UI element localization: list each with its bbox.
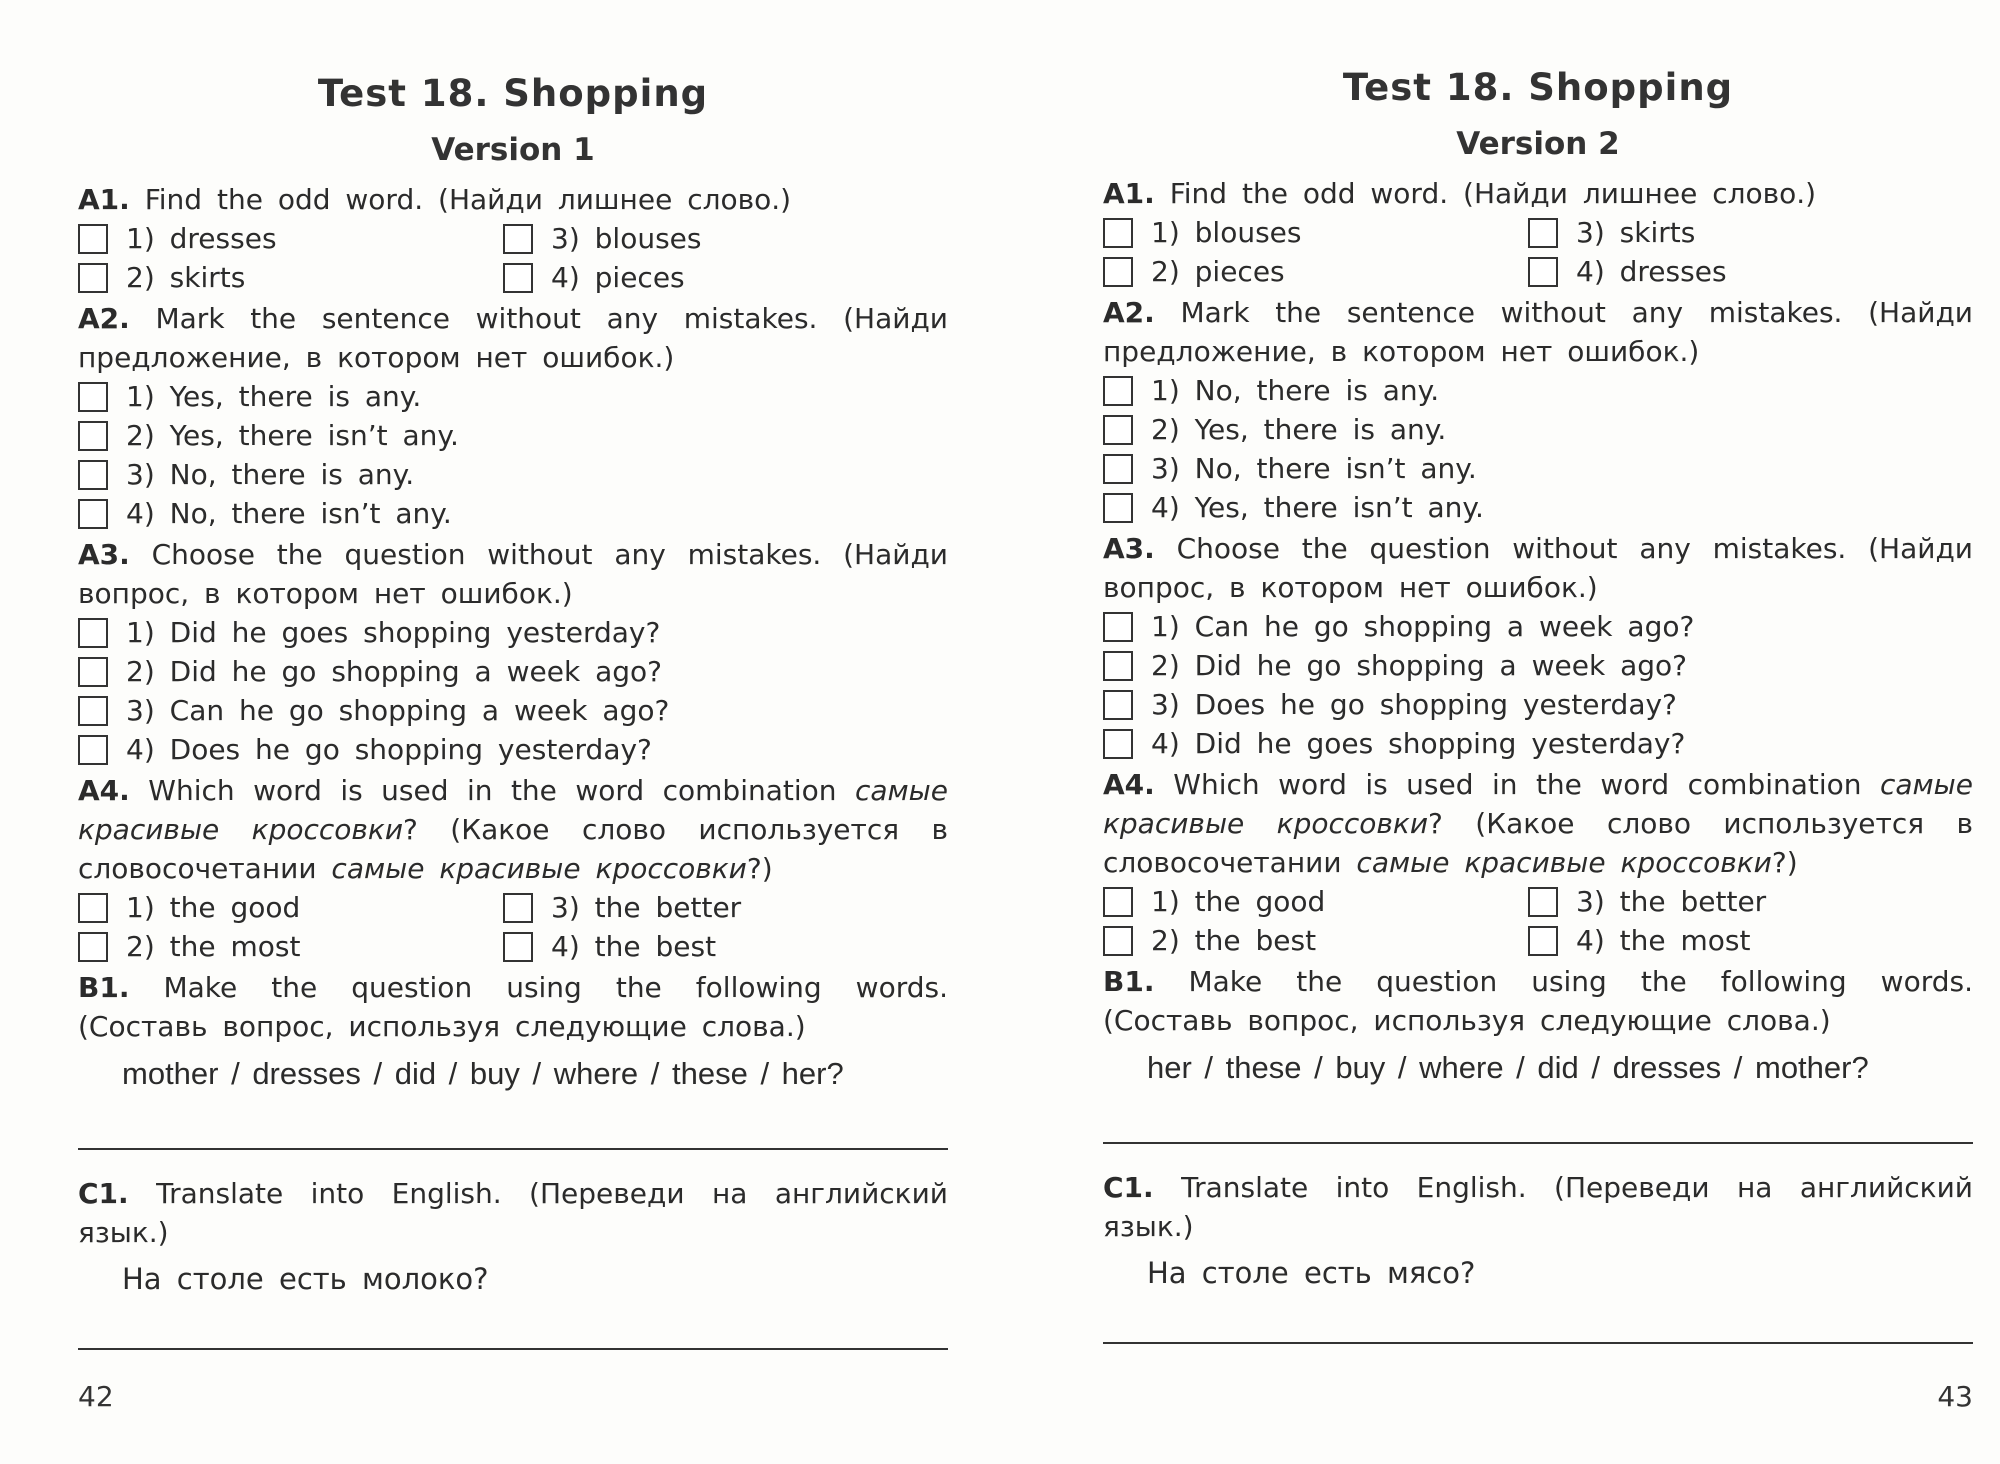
sentence-to-translate: На столе есть мясо? [1147,1256,1476,1290]
checkbox[interactable] [1103,376,1133,406]
checkbox[interactable] [1103,690,1133,720]
task-question: Make the question using the following words. (Составь вопрос, используя следующие слова.) [1103,965,1973,1037]
option [78,219,503,258]
task-question-italic: самые красивые кроссовки [331,852,747,885]
option [78,730,928,769]
option [1103,921,1528,960]
option [1103,646,1953,685]
options-grid [1103,882,1973,960]
word-list: mother / dresses / did / buy / where / these / her? [122,1056,844,1091]
option [78,613,928,652]
answer-line[interactable] [78,1148,948,1150]
option-label: 2) skirts [126,261,246,294]
task-question: Mark the sentence without any mistakes. (Найди предложение, в котором нет ошибок.) [78,302,948,374]
task-number: A2. [78,302,130,335]
option [1103,213,1528,252]
checkbox[interactable] [78,460,108,490]
sentence-to-translate: На столе есть молоко? [122,1262,489,1296]
task-a2 [1103,293,1973,527]
option [1103,449,1953,488]
option [78,377,928,416]
option [1528,882,1953,921]
checkbox[interactable] [1103,493,1133,523]
option-label: 4) Yes, there isn’t any. [1151,491,1484,524]
option-label: 3) Can he go shopping a week ago? [126,694,670,727]
checkbox[interactable] [78,657,108,687]
checkbox[interactable] [1528,887,1558,917]
checkbox[interactable] [1103,651,1133,681]
checkbox[interactable] [1528,257,1558,287]
task-number: A3. [78,538,130,571]
word-list: her / these / buy / where / did / dresses / mother? [1147,1050,1869,1085]
checkbox[interactable] [1103,612,1133,642]
option [78,652,928,691]
option-label: 3) blouses [551,222,702,255]
task-question: ? (Какое слово используется в словосочетании [78,813,948,885]
checkbox[interactable] [1528,218,1558,248]
option [503,888,928,927]
answer-line[interactable] [1103,1142,1973,1144]
task-question: Which word is used in the word combination [148,774,855,807]
option-label: 2) the best [1151,924,1317,957]
option [1103,488,1953,527]
task-question: ? (Какое слово используется в словосочетании [1103,807,1973,879]
task-a2 [78,299,948,533]
checkbox[interactable] [1103,729,1133,759]
option-label: 2) Did he go shopping a week ago? [126,655,662,688]
task-question: Choose the question without any mistakes. (Найди вопрос, в котором нет ошибок.) [1103,532,1973,604]
task-question-italic: самые красивые кроссовки [78,774,948,846]
option-label: 3) the better [551,891,742,924]
checkbox[interactable] [503,932,533,962]
task-question: Mark the sentence without any mistakes. (Найди предложение, в котором нет ошибок.) [1103,296,1973,368]
option [1103,607,1953,646]
option-label: 4) Did he goes shopping yesterday? [1151,727,1686,760]
option [78,258,503,297]
task-number: A1. [1103,177,1155,210]
task-number: C1. [1103,1171,1154,1204]
option-label: 1) the good [1151,885,1326,918]
options-grid [78,888,948,966]
options-list [1103,607,1973,763]
checkbox[interactable] [78,224,108,254]
task-question-italic: самые красивые кроссовки [1103,768,1973,840]
task-number: B1. [78,971,130,1004]
option-label: 1) No, there is any. [1151,374,1440,407]
task-question: Choose the question without any mistakes. (Найди вопрос, в котором нет ошибок.) [78,538,948,610]
version-title: Version 2 [1456,126,1620,162]
task-a4 [1103,765,1973,960]
checkbox[interactable] [1528,926,1558,956]
options-list [78,613,948,769]
task-number: A3. [1103,532,1155,565]
checkbox[interactable] [78,263,108,293]
option-label: 1) Can he go shopping a week ago? [1151,610,1695,643]
task-question: Make the question using the following words. (Составь вопрос, используя следующие слова.) [78,971,948,1043]
options-grid [1103,213,1973,291]
test-title: Test 18. Shopping [1342,66,1734,109]
option-label: 4) pieces [551,261,685,294]
option-label: 2) pieces [1151,255,1285,288]
option [1103,882,1528,921]
option-label: 3) No, there isn’t any. [1151,452,1477,485]
task-question: Find the odd word. (Найди лишнее слово.) [1169,177,1817,210]
page-right [1103,0,1973,1464]
options-grid [78,219,948,297]
task-a4 [78,771,948,966]
checkbox[interactable] [503,224,533,254]
checkbox[interactable] [78,696,108,726]
option-label: 4) Does he go shopping yesterday? [126,733,652,766]
task-number: A2. [1103,296,1155,329]
task-question: Find the odd word. (Найди лишнее слово.) [144,183,792,216]
option-label: 4) the most [1576,924,1751,957]
option [1528,252,1953,291]
option [503,219,928,258]
task-number: A4. [78,774,130,807]
option-label: 3) the better [1576,885,1767,918]
option [78,494,928,533]
option-label: 3) skirts [1576,216,1696,249]
options-list [78,377,948,533]
option-label: 4) No, there isn’t any. [126,497,452,530]
option [1103,252,1528,291]
option-label: 1) Yes, there is any. [126,380,422,413]
checkbox[interactable] [503,263,533,293]
option-label: 3) Does he go shopping yesterday? [1151,688,1677,721]
task-a3 [1103,529,1973,763]
task-question-italic: самые красивые кроссовки [1356,846,1772,879]
option-label: 2) the most [126,930,301,963]
answer-line[interactable] [78,1348,948,1350]
option [78,416,928,455]
checkbox[interactable] [1103,415,1133,445]
option-label: 4) dresses [1576,255,1727,288]
checkbox[interactable] [1103,454,1133,484]
option-label: 1) blouses [1151,216,1302,249]
option [78,927,503,966]
checkbox[interactable] [78,618,108,648]
task-c1 [78,1174,948,1350]
task-number: A4. [1103,768,1155,801]
option [503,927,928,966]
task-a3 [78,535,948,769]
task-question: Translate into English. (Переведи на английский язык.) [1103,1171,1973,1243]
checkbox[interactable] [1103,887,1133,917]
test-title: Test 18. Shopping [317,72,709,115]
option [78,691,928,730]
task-a1 [1103,174,1973,291]
task-question: ?) [1771,846,1798,879]
checkbox[interactable] [78,932,108,962]
checkbox[interactable] [78,421,108,451]
checkbox[interactable] [78,893,108,923]
checkbox[interactable] [503,893,533,923]
option-label: 1) dresses [126,222,277,255]
option [1103,724,1953,763]
option [1528,213,1953,252]
option [78,888,503,927]
option [503,258,928,297]
option [1103,410,1953,449]
option-label: 3) No, there is any. [126,458,415,491]
options-list [1103,371,1973,527]
option [1103,685,1953,724]
page-left [78,0,948,1464]
answer-line[interactable] [1103,1342,1973,1344]
task-question: ?) [746,852,773,885]
option-label: 1) the good [126,891,301,924]
task-a1 [78,180,948,297]
option-label: 1) Did he goes shopping yesterday? [126,616,661,649]
option [1528,921,1953,960]
version-title: Version 1 [431,132,595,168]
checkbox[interactable] [1103,218,1133,248]
task-b1 [1103,962,1973,1144]
option-label: 2) Did he go shopping a week ago? [1151,649,1687,682]
task-question: Translate into English. (Переведи на английский язык.) [78,1177,948,1249]
page-number: 42 [78,1380,114,1413]
page-number: 43 [1937,1380,1973,1413]
task-question: Which word is used in the word combination [1173,768,1880,801]
option-label: 4) the best [551,930,717,963]
option [1103,371,1953,410]
task-number: B1. [1103,965,1155,998]
checkbox[interactable] [78,382,108,412]
option-label: 2) Yes, there isn’t any. [126,419,459,452]
task-b1 [78,968,948,1150]
option-label: 2) Yes, there is any. [1151,413,1447,446]
checkbox[interactable] [78,499,108,529]
option [78,455,928,494]
checkbox[interactable] [1103,257,1133,287]
checkbox[interactable] [78,735,108,765]
task-c1 [1103,1168,1973,1344]
task-number: A1. [78,183,130,216]
task-number: C1. [78,1177,129,1210]
checkbox[interactable] [1103,926,1133,956]
